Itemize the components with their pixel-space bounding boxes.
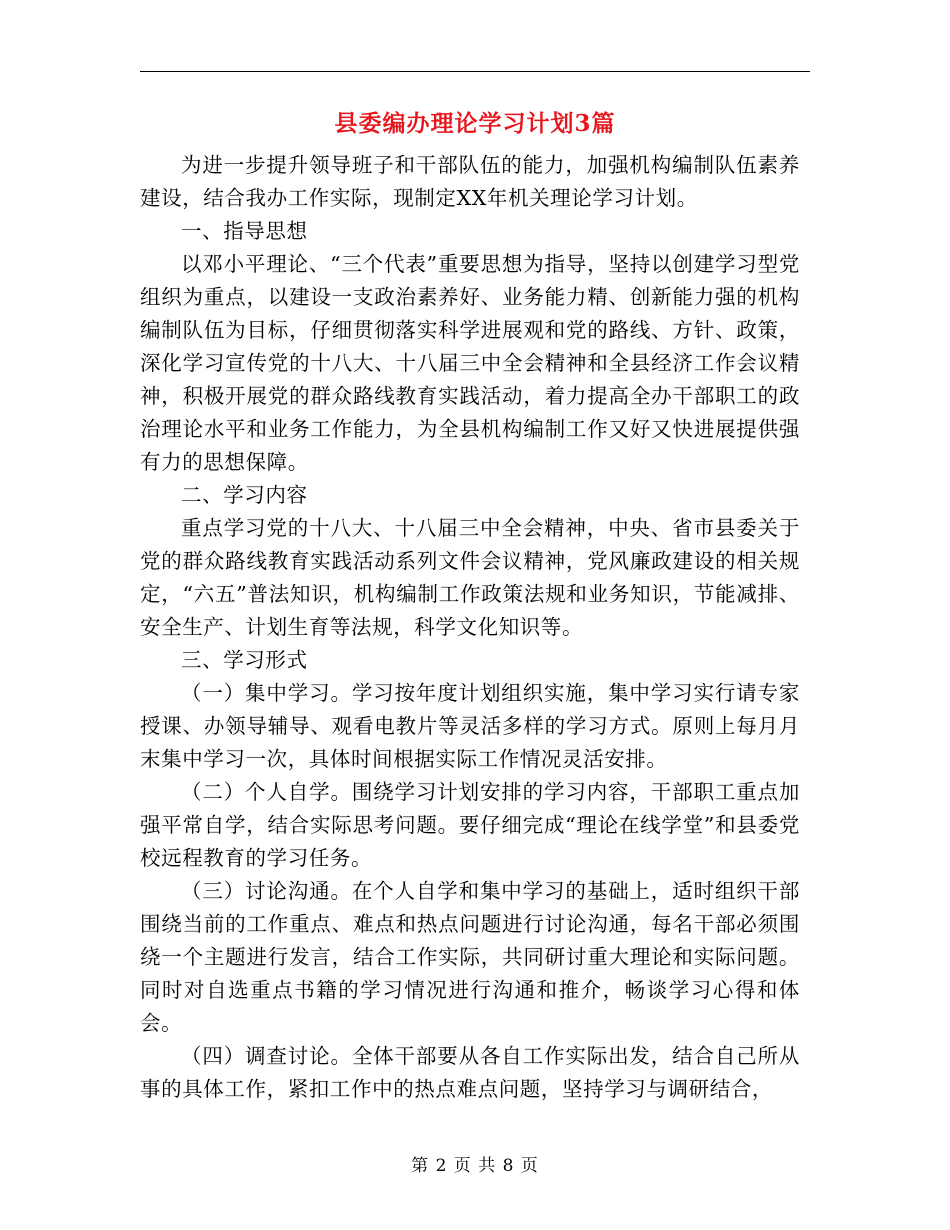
study-form-item-centralized: （一）集中学习。学习按年度计划组织实施，集中学习实行请专家授课、办领导辅导、观看电教片等灵活多样的学习方式。原则上每月月末集中学习一次，具体时间根据实际工作情况灵活安排。	[140, 681, 800, 771]
guiding-thought-paragraph: 以邓小平理论、“三个代表”重要思想为指导，坚持以创建学习型党组织为重点，以建设一支政治素养好、业务能力精、创新能力强的机构编制队伍为目标，仔细贯彻落实科学进展观和党的路线、方针、政策，深化学习宣传党的十八大、十八届三中全会精神和全县经济工作会议精神，积极开展党的群众路线教育实践活动，着力提高全办干部职工的政治理论水平和业务工作能力，为全县机构编制工作又好又快进展提供强有力的思想保障。	[140, 252, 800, 474]
header-rule	[140, 71, 810, 72]
section-heading-guiding-thought: 一、指导思想	[181, 219, 308, 243]
study-form-item-discussion: （三）讨论沟通。在个人自学和集中学习的基础上，适时组织干部围绕当前的工作重点、难点和热点问题进行讨论沟通，每名干部必须围绕一个主题进行发言，结合工作实际，共同研讨重大理论和实际问题。同时对自选重点书籍的学习情况进行沟通和推介，畅谈学习心得和体会。	[140, 879, 800, 1035]
study-form-item-investigation: （四）调查讨论。全体干部要从各自工作实际出发，结合自己所从事的具体工作，紧扣工作中的热点难点问题，坚持学习与调研结合，	[140, 1044, 800, 1101]
study-form-item-self-study: （二）个人自学。围绕学习计划安排的学习内容，干部职工重点加强平常自学，结合实际思考问题。要仔细完成“理论在线学堂”和县委党校远程教育的学习任务。	[140, 780, 800, 870]
document-body	[140, 149, 800, 1106]
page-title: 县委编办理论学习计划3篇	[334, 110, 616, 137]
page-number-footer: 第 2 页 共 8 页	[411, 1156, 539, 1176]
intro-paragraph: 为进一步提升领导班子和干部队伍的能力，加强机构编制队伍素养建设，结合我办工作实际，现制定XX年机关理论学习计划。	[140, 153, 800, 210]
section-heading-study-content: 二、学习内容	[181, 483, 308, 507]
study-content-paragraph: 重点学习党的十八大、十八届三中全会精神，中央、省市县委关于党的群众路线教育实践活动系列文件会议精神，党风廉政建设的相关规定，“六五”普法知识，机构编制工作政策法规和业务知识，节能减排、安全生产、计划生育等法规，科学文化知识等。	[140, 516, 800, 639]
section-heading-study-form: 三、学习形式	[181, 648, 308, 672]
